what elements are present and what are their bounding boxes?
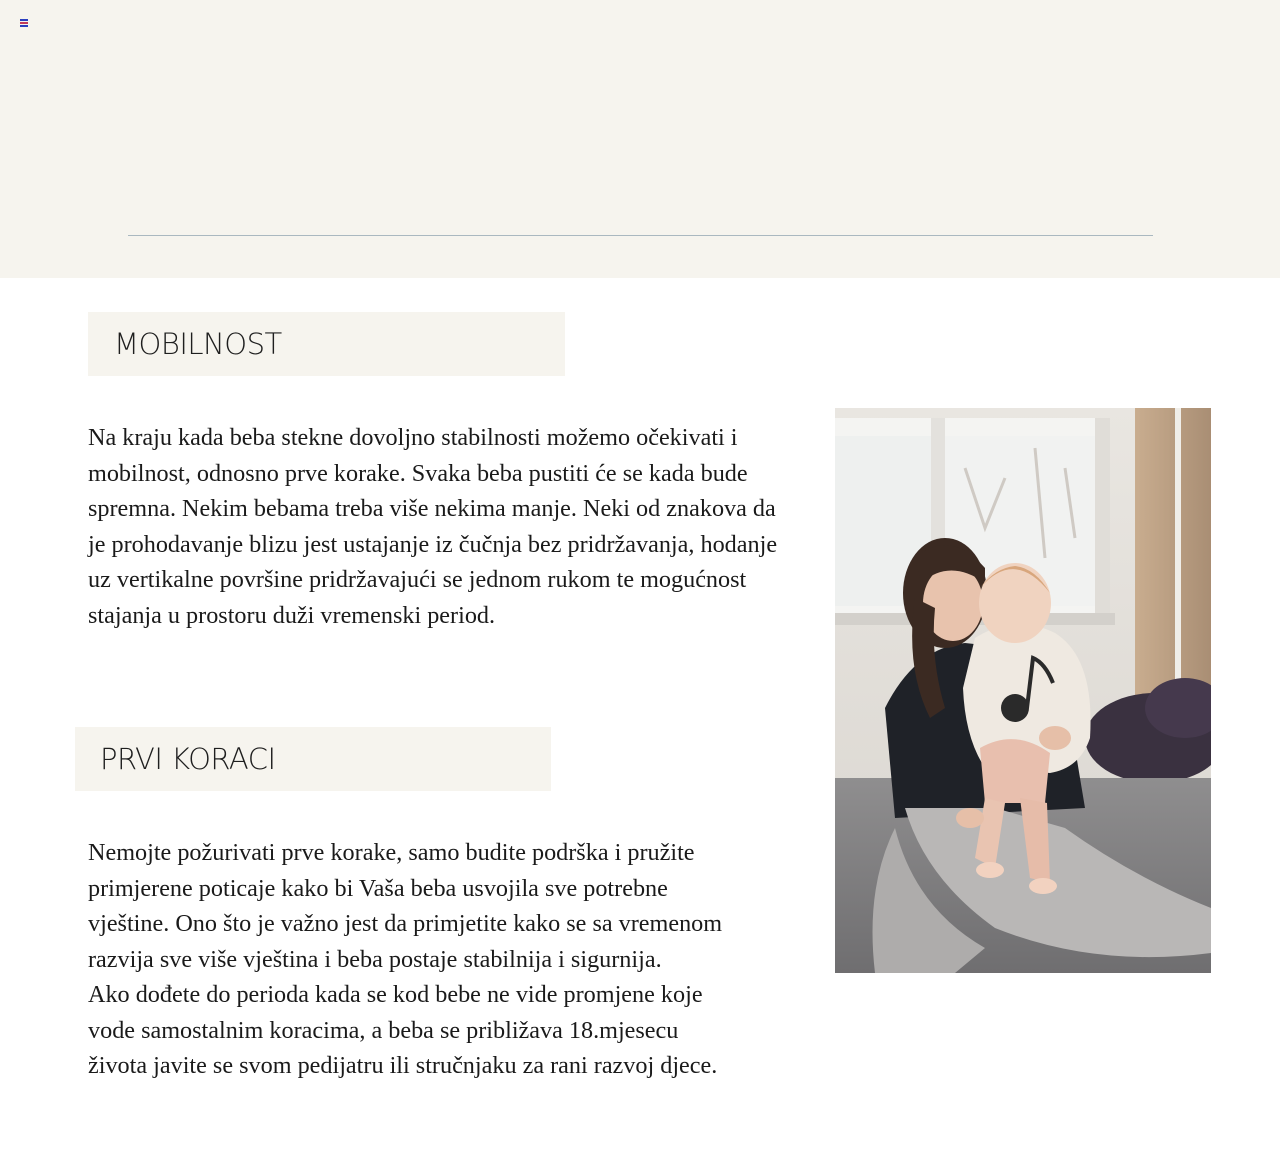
menu-bar xyxy=(20,22,28,24)
paragraph-part: Ako dođete do perioda kada se kod bebe ne vide promjene koje vode samostalnim koracima, a beba se približava 18.mjesecu života javite se svom pedijatru ili stručnjaku za rani razvoj djece. xyxy=(88,981,718,1079)
paragraph-prvi-koraci xyxy=(88,835,738,1084)
header-band xyxy=(0,0,1280,278)
paragraph-part: Nemojte požurivati prve korake, samo budite podrška i pružite primjerene poticaje kako bi Vaša beba usvojila sve potrebne vještine. Ono što je važno jest da primjetite kako se sa vremenom razvija sve više vještina i beba postaje stabilnija i sigurnija. xyxy=(88,839,723,973)
header-divider xyxy=(128,235,1153,236)
hamburger-menu-icon[interactable] xyxy=(20,19,28,27)
mother-baby-photo xyxy=(835,408,1211,973)
section-title: PRVI KORACI xyxy=(100,742,276,776)
section-heading-prvi-koraci xyxy=(75,727,551,791)
section-title: MOBILNOST xyxy=(114,327,282,361)
menu-bar xyxy=(20,25,28,27)
menu-bar xyxy=(20,19,28,21)
paragraph-mobilnost: Na kraju kada beba stekne dovoljno stabilnosti možemo očekivati i mobilnost, odnosno prve korake. Svaka beba pustiti će se kada bude spremna. Nekim bebama treba više nekima manje. Neki od znakova da je prohodavanje blizu jest ustajanje iz čučnja bez pridržavanja, hodanje uz vertikalne površine pridržavajući se jednom rukom te mogućnost stajanja u prostoru duži vremenski period. xyxy=(88,424,778,629)
section-heading-mobilnost xyxy=(88,312,565,376)
